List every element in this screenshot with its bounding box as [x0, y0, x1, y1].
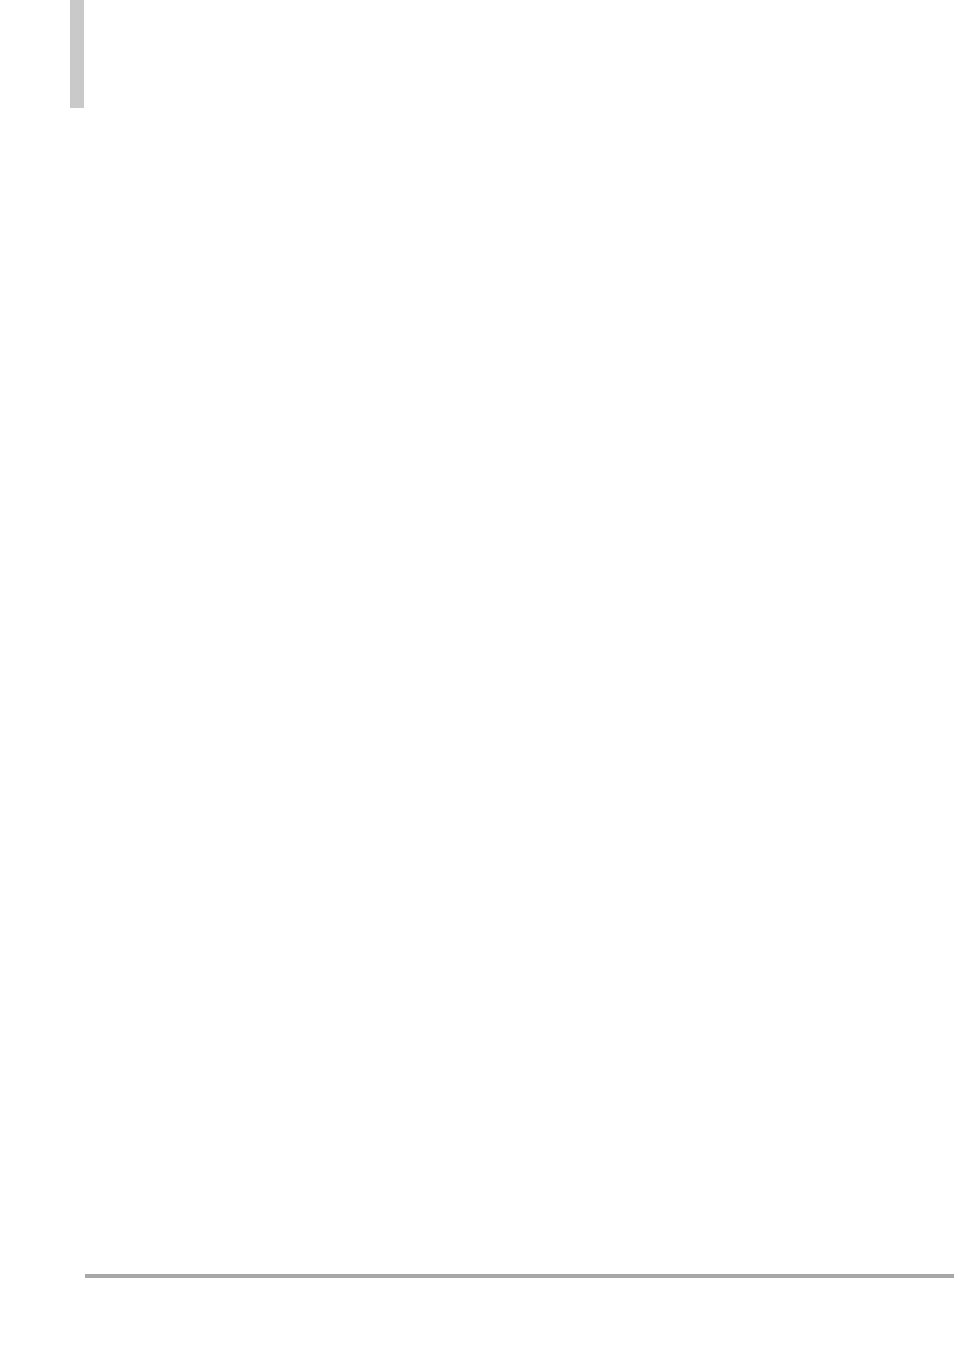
footer-divider	[85, 1274, 954, 1278]
page-footer	[85, 1290, 95, 1316]
title-accent-bar	[70, 0, 84, 108]
